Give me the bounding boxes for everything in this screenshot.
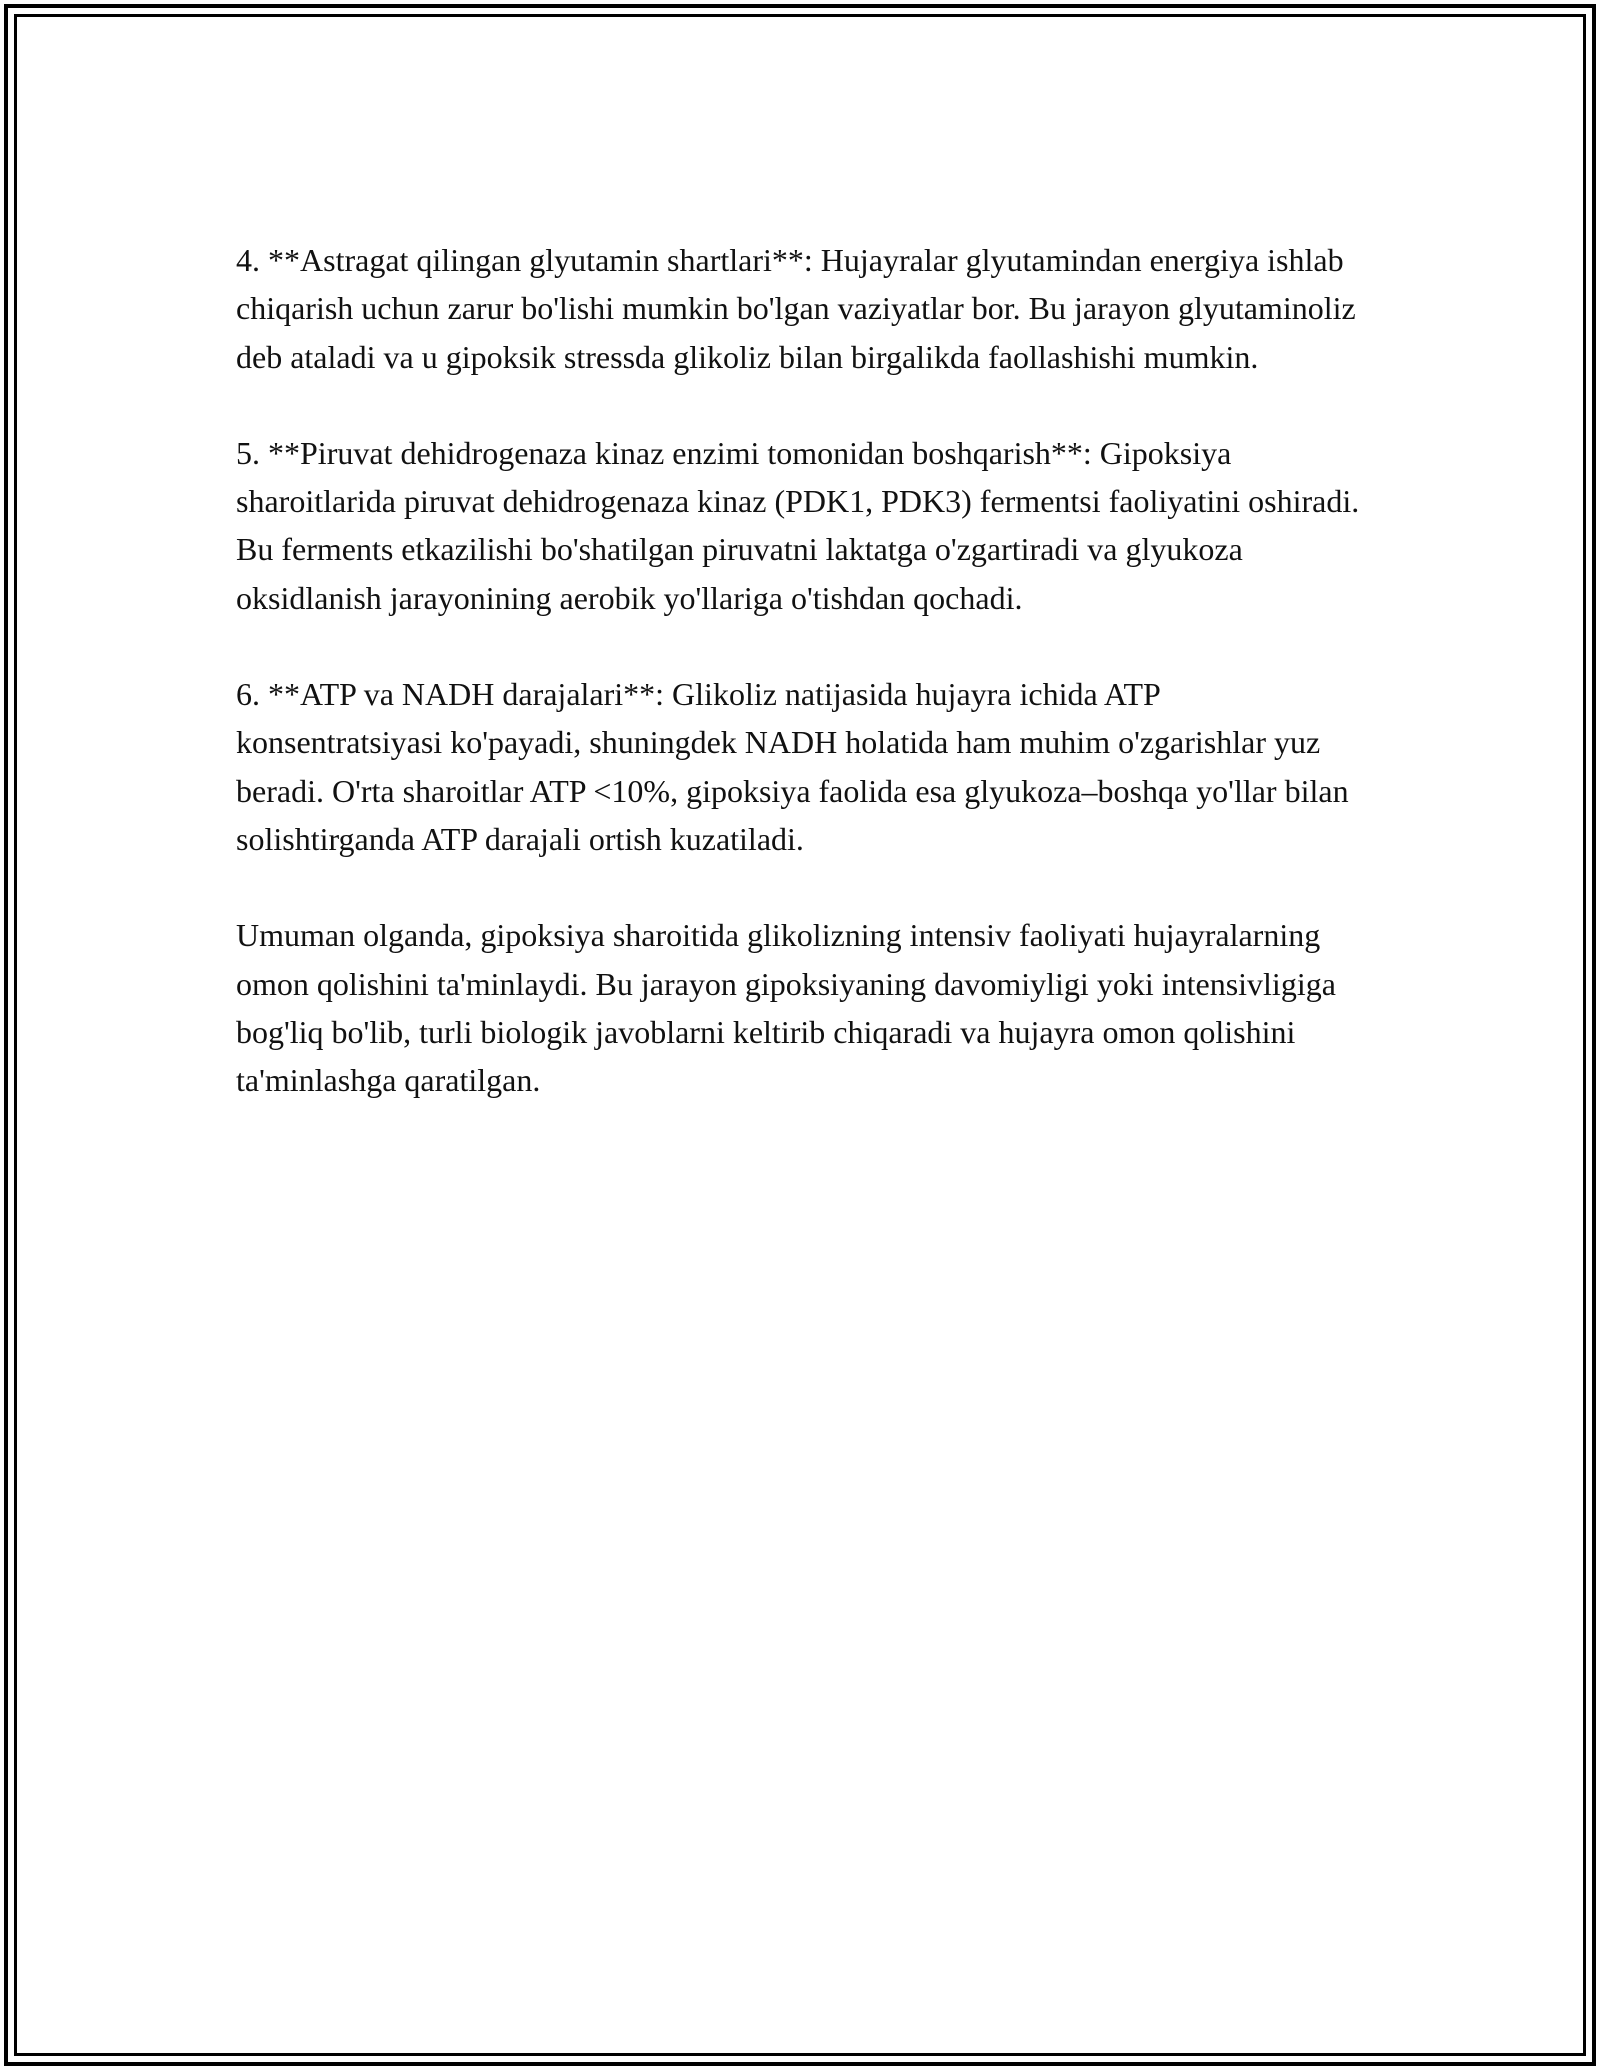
- document-body: [236, 236, 1366, 1104]
- paragraph-pdk-regulation: 5. **Piruvat dehidrogenaza kinaz enzimi tomonidan boshqarish**: Gipoksiya sharoitlarida piruvat dehidrogenaza kinaz (PDK1, PDK3) fermentsi faoliyatini oshiradi. Bu ferments etkazilishi bo'shatilgan piruvatni laktatga o'zgartiradi va glyukoza oksidlanish jarayonining aerobik yo'llariga o'tishdan qochadi.: [236, 434, 1360, 616]
- paragraph-glutamine: 4. **Astragat qilingan glyutamin shartlari**: Hujayralar glyutamindan energiya ishlab chiqarish uchun zarur bo'lishi mumkin bo'lgan vaziyatlar bor. Bu jarayon glyutaminoliz deb ataladi va u gipoksik stressda glikoliz bilan birgalikda faollashishi mumkin.: [236, 242, 1356, 375]
- paragraph-conclusion: Umuman olganda, gipoksiya sharoitida glikolizning intensiv faoliyati hujayralarning omon qolishini ta'minlaydi. Bu jarayon gipoksiyaning davomiyligi yoki intensivligiga bog'liq bo'lib, turli biologik javoblarni keltirib chiqaradi va hujayra omon qolishini ta'minlashga qaratilgan.: [236, 917, 1336, 1099]
- paragraph-atp-nadh: 6. **ATP va NADH darajalari**: Glikoliz natijasida hujayra ichida ATP konsentratsiyasi ko'payadi, shuningdek NADH holatida ham muhim o'zgarishlar yuz beradi. O'rta sharoitlar ATP <10%, gipoksiya faolida esa glyukoza–boshqa yo'llar bilan solishtirganda ATP darajali ortish kuzatiladi.: [236, 676, 1349, 857]
